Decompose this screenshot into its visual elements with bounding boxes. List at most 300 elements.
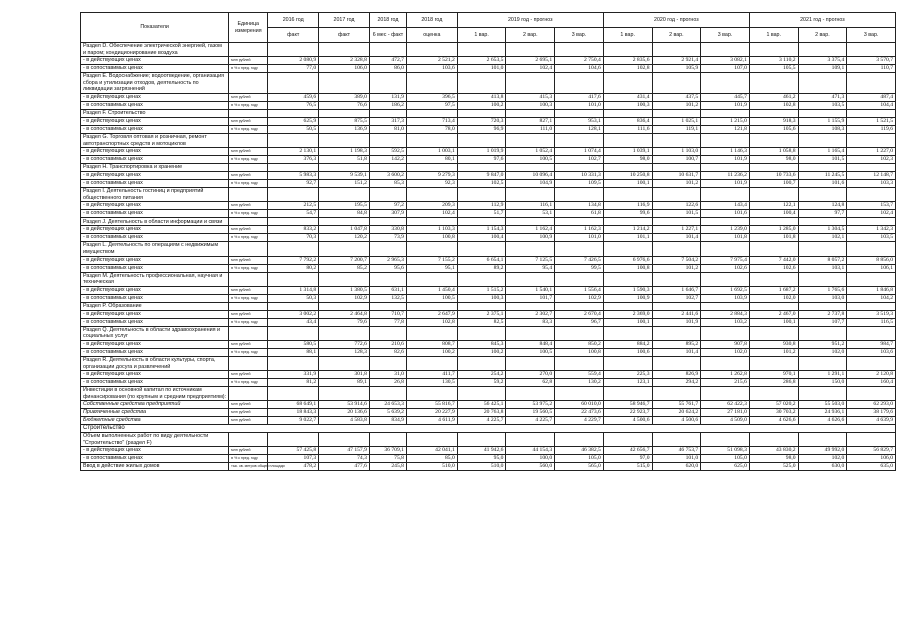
value-cell: 1 304,5 xyxy=(798,226,847,234)
value-cell: 101,9 xyxy=(701,101,750,109)
section-label: Раздел P. Образование xyxy=(81,302,229,310)
row-label: - в действующих ценах xyxy=(81,202,229,210)
value-cell: 101,6 xyxy=(798,180,847,188)
empty-cell xyxy=(506,272,555,286)
year-2018a-header: 2018 год xyxy=(369,13,406,28)
value-cell: 70,3 xyxy=(268,234,319,242)
value-cell: 76,5 xyxy=(268,101,319,109)
section-row xyxy=(81,433,896,447)
value-cell: 103,6 xyxy=(406,65,457,73)
value-cell: 9 022,7 xyxy=(268,417,319,425)
empty-cell xyxy=(652,433,701,447)
row-unit: млн рублей xyxy=(229,409,268,417)
empty-cell xyxy=(406,356,457,370)
value-cell: 27 181,0 xyxy=(701,409,750,417)
empty-cell xyxy=(406,73,457,94)
row-unit: млн рублей xyxy=(229,417,268,425)
empty-cell xyxy=(319,302,370,310)
section-label: Раздел R. Деятельность в области культуры, спорта, организации досуга и развлечений xyxy=(81,356,229,370)
value-cell: 415,3 xyxy=(506,93,555,101)
value-cell: 97,7 xyxy=(798,210,847,218)
value-cell: 1 058,8 xyxy=(749,148,798,156)
empty-cell xyxy=(268,43,319,57)
empty-cell xyxy=(652,73,701,94)
value-cell: 105,0 xyxy=(701,455,750,463)
empty-cell xyxy=(268,188,319,202)
row-unit: млн рублей xyxy=(229,202,268,210)
value-cell: 2 441,6 xyxy=(652,310,701,318)
value-cell: 102,9 xyxy=(555,294,604,302)
empty-cell xyxy=(457,109,506,117)
value-cell: 99,6 xyxy=(603,210,652,218)
value-cell: 55 761,7 xyxy=(652,401,701,409)
value-cell: 445,7 xyxy=(701,93,750,101)
value-cell: 9 847,0 xyxy=(457,172,506,180)
value-cell: 81,2 xyxy=(268,379,319,387)
value-cell: 102,8 xyxy=(603,65,652,73)
value-cell: 1 646,7 xyxy=(652,286,701,294)
empty-cell xyxy=(798,133,847,147)
value-cell: 10 096,4 xyxy=(506,172,555,180)
value-cell: 11 236,2 xyxy=(701,172,750,180)
value-cell: 1 155,9 xyxy=(798,117,847,125)
value-cell: 4 500,6 xyxy=(603,417,652,425)
empty-cell xyxy=(603,164,652,172)
empty-cell xyxy=(701,73,750,94)
value-cell: 2 884,3 xyxy=(701,310,750,318)
subheader-cell: 2 вар. xyxy=(652,28,701,43)
empty-cell xyxy=(268,218,319,226)
empty-cell xyxy=(652,218,701,226)
value-cell: 100,3 xyxy=(506,101,555,109)
empty-cell xyxy=(555,326,604,340)
indicator-header: Показатели xyxy=(81,13,229,43)
empty-cell xyxy=(847,326,896,340)
empty-cell xyxy=(406,272,457,286)
value-cell: 53 914,6 xyxy=(319,401,370,409)
value-cell: 101,9 xyxy=(701,180,750,188)
empty-cell xyxy=(603,133,652,147)
value-cell: 478,2 xyxy=(268,463,319,471)
row-unit: в % к пред. году xyxy=(229,264,268,272)
empty-cell xyxy=(652,133,701,147)
value-cell: 107,0 xyxy=(701,65,750,73)
value-cell: 100,4 xyxy=(457,234,506,242)
row-unit: млн рублей xyxy=(229,148,268,156)
value-cell: 4 500,6 xyxy=(652,417,701,425)
empty-cell xyxy=(229,188,268,202)
empty-cell xyxy=(457,133,506,147)
empty-cell xyxy=(319,433,370,447)
table-row xyxy=(81,401,896,409)
subheader-cell: 3 вар. xyxy=(555,28,604,43)
value-cell: 38 179,6 xyxy=(847,409,896,417)
value-cell: 100,0 xyxy=(506,455,555,463)
table-row xyxy=(81,210,896,218)
row-label: - в сопоставимых ценах xyxy=(81,264,229,272)
value-cell: 4 583,8 xyxy=(319,417,370,425)
value-cell: 122,1 xyxy=(749,202,798,210)
table-row xyxy=(81,65,896,73)
value-cell: 101,6 xyxy=(701,210,750,218)
row-label: - в сопоставимых ценах xyxy=(81,348,229,356)
empty-cell xyxy=(406,188,457,202)
table-row xyxy=(81,172,896,180)
value-cell: 46 382,5 xyxy=(555,447,604,455)
empty-cell xyxy=(798,73,847,94)
empty-cell xyxy=(798,109,847,117)
value-cell: 396,5 xyxy=(406,93,457,101)
value-cell: 907,8 xyxy=(701,340,750,348)
section-row xyxy=(81,73,896,94)
empty-cell xyxy=(701,272,750,286)
row-label: - в действующих ценах xyxy=(81,172,229,180)
value-cell: 101,5 xyxy=(798,156,847,164)
value-cell: 286,8 xyxy=(749,379,798,387)
empty-cell xyxy=(652,272,701,286)
value-cell: 116,1 xyxy=(506,202,555,210)
empty-cell xyxy=(229,73,268,94)
value-cell: 44 154,3 xyxy=(506,447,555,455)
section-label: Раздел I. Деятельность гостиниц и предприятий общественного питания xyxy=(81,188,229,202)
value-cell: 100,1 xyxy=(749,318,798,326)
value-cell: 130,5 xyxy=(406,379,457,387)
forecast-table xyxy=(80,12,896,471)
value-cell: 116,9 xyxy=(603,202,652,210)
table-row xyxy=(81,318,896,326)
row-label: - в сопоставимых ценах xyxy=(81,156,229,164)
value-cell: 100,5 xyxy=(506,156,555,164)
empty-cell xyxy=(603,326,652,340)
value-cell: 100,2 xyxy=(457,348,506,356)
empty-cell xyxy=(701,356,750,370)
value-cell: 101,2 xyxy=(652,264,701,272)
empty-cell xyxy=(369,433,406,447)
table-row xyxy=(81,101,896,109)
value-cell: 78,0 xyxy=(406,125,457,133)
empty-cell xyxy=(749,73,798,94)
value-cell: 848,4 xyxy=(506,340,555,348)
value-cell: 1 239,0 xyxy=(701,226,750,234)
empty-cell xyxy=(369,43,406,57)
value-cell: 101,0 xyxy=(652,455,701,463)
value-cell: 106,0 xyxy=(319,65,370,73)
table-row xyxy=(81,417,896,425)
empty-cell xyxy=(749,326,798,340)
value-cell: 75,8 xyxy=(369,455,406,463)
value-cell: 1 285,0 xyxy=(749,226,798,234)
value-cell: 104,9 xyxy=(506,180,555,188)
value-cell: 1 380,5 xyxy=(319,286,370,294)
value-cell: 102,0 xyxy=(798,455,847,463)
empty-cell xyxy=(229,302,268,310)
value-cell: 102,1 xyxy=(798,234,847,242)
value-cell: 86,0 xyxy=(369,65,406,73)
empty-cell xyxy=(749,218,798,226)
value-cell: 122,6 xyxy=(652,202,701,210)
value-cell: 100,5 xyxy=(506,348,555,356)
row-label: - в действующих ценах xyxy=(81,93,229,101)
row-label: - в сопоставимых ценах xyxy=(81,180,229,188)
value-cell: 102,8 xyxy=(749,101,798,109)
value-cell: 12 148,7 xyxy=(847,172,896,180)
value-cell: 630,0 xyxy=(798,463,847,471)
value-cell: 50,5 xyxy=(268,125,319,133)
value-cell: 1 687,2 xyxy=(749,286,798,294)
value-cell: 2 302,7 xyxy=(506,310,555,318)
empty-cell xyxy=(798,387,847,401)
empty-cell xyxy=(847,242,896,256)
value-cell: 209,3 xyxy=(406,202,457,210)
section-row xyxy=(81,164,896,172)
empty-cell xyxy=(555,43,604,57)
value-cell: 101,5 xyxy=(652,210,701,218)
empty-cell xyxy=(701,109,750,117)
value-cell: 3 082,1 xyxy=(701,57,750,65)
value-cell: 43,4 xyxy=(268,318,319,326)
value-cell: 294,2 xyxy=(652,379,701,387)
value-cell: 1 003,1 xyxy=(406,148,457,156)
row-unit: в % к пред. году xyxy=(229,318,268,326)
empty-cell xyxy=(268,356,319,370)
row-label: - в действующих ценах xyxy=(81,371,229,379)
empty-cell xyxy=(652,188,701,202)
empty-cell xyxy=(749,188,798,202)
value-cell: 212,5 xyxy=(268,202,319,210)
value-cell: 105,9 xyxy=(652,65,701,73)
section-label: Раздел Q. Деятельность в области здравоохранения и социальных услуг xyxy=(81,326,229,340)
value-cell: 81,0 xyxy=(369,125,406,133)
value-cell: 112,9 xyxy=(457,202,506,210)
value-cell: 1 162,3 xyxy=(555,226,604,234)
empty-cell xyxy=(369,188,406,202)
row-unit: в % к пред. году xyxy=(229,294,268,302)
empty-cell xyxy=(268,133,319,147)
value-cell: 101,2 xyxy=(652,101,701,109)
value-cell: 26,8 xyxy=(369,379,406,387)
value-cell: 2 521,2 xyxy=(406,57,457,65)
value-cell: 62 422,3 xyxy=(701,401,750,409)
value-cell: 4 611,9 xyxy=(406,417,457,425)
value-cell: 3 600,2 xyxy=(369,172,406,180)
value-cell: 96,9 xyxy=(457,125,506,133)
value-cell: 18 843,3 xyxy=(268,409,319,417)
empty-cell xyxy=(749,433,798,447)
empty-cell xyxy=(701,326,750,340)
value-cell: 107,7 xyxy=(798,318,847,326)
empty-cell xyxy=(749,272,798,286)
value-cell: 80,2 xyxy=(268,264,319,272)
value-cell: 88,1 xyxy=(268,348,319,356)
value-cell: 95,1 xyxy=(406,264,457,272)
empty-cell xyxy=(749,302,798,310)
value-cell: 389,0 xyxy=(319,93,370,101)
value-cell: 7 200,7 xyxy=(319,256,370,264)
value-cell: 2 375,1 xyxy=(457,310,506,318)
value-cell: 109,5 xyxy=(555,180,604,188)
empty-cell xyxy=(506,433,555,447)
empty-cell xyxy=(603,272,652,286)
section-label: Инвестиции в основной капитал по источникам финансирования (по крупным и средним предприятиям): xyxy=(81,387,229,401)
section-label: Раздел G. Торговля оптовая и розничная, ремонт автотранспортных средств и мотоциклов xyxy=(81,133,229,147)
empty-cell xyxy=(603,387,652,401)
empty-cell xyxy=(603,302,652,310)
value-cell: 102,0 xyxy=(701,348,750,356)
value-cell: 132,5 xyxy=(369,294,406,302)
empty-cell xyxy=(701,433,750,447)
row-unit: тыс. кв. метров общей площади xyxy=(229,463,268,471)
row-label: Привлеченные средства xyxy=(81,409,229,417)
empty-cell xyxy=(506,133,555,147)
value-cell: 4 639,9 xyxy=(847,417,896,425)
value-cell: 631,1 xyxy=(369,286,406,294)
value-cell: 120,2 xyxy=(319,234,370,242)
section-row xyxy=(81,109,896,117)
value-cell: 41 942,6 xyxy=(457,447,506,455)
table-row xyxy=(81,234,896,242)
value-cell: 100,5 xyxy=(406,294,457,302)
row-unit: в % к пред. году xyxy=(229,180,268,188)
subheader-cell: 6 мес - факт xyxy=(369,28,406,43)
section-row xyxy=(81,326,896,340)
value-cell: 116,5 xyxy=(847,318,896,326)
value-cell: 51 098,3 xyxy=(701,447,750,455)
empty-cell xyxy=(506,43,555,57)
value-cell: 51,7 xyxy=(457,210,506,218)
value-cell: 60 010,0 xyxy=(555,401,604,409)
value-cell: 7 426,5 xyxy=(555,256,604,264)
empty-cell xyxy=(457,218,506,226)
empty-cell xyxy=(369,272,406,286)
value-cell: 1 146,3 xyxy=(701,148,750,156)
value-cell: 83,3 xyxy=(506,318,555,326)
subheader-cell: 3 вар. xyxy=(847,28,896,43)
empty-cell xyxy=(652,43,701,57)
value-cell: 2 080,9 xyxy=(268,57,319,65)
value-cell: 103,3 xyxy=(847,180,896,188)
table-row xyxy=(81,148,896,156)
value-cell: 592,5 xyxy=(369,148,406,156)
section-label: Раздел M. Деятельность профессиональная, научная и техническая xyxy=(81,272,229,286)
row-label: Бюджетные средства xyxy=(81,417,229,425)
value-cell: 625,9 xyxy=(268,117,319,125)
value-cell: 98,0 xyxy=(749,455,798,463)
empty-cell xyxy=(603,433,652,447)
value-cell: 2 653,5 xyxy=(457,57,506,65)
value-cell: 9 279,3 xyxy=(406,172,457,180)
empty-cell xyxy=(319,272,370,286)
value-cell: 85,2 xyxy=(319,264,370,272)
empty-cell xyxy=(229,272,268,286)
empty-cell xyxy=(319,164,370,172)
empty-cell xyxy=(268,302,319,310)
value-cell: 79,6 xyxy=(319,318,370,326)
empty-cell xyxy=(798,326,847,340)
empty-cell xyxy=(457,242,506,256)
value-cell: 84,8 xyxy=(319,210,370,218)
value-cell: 1 515,2 xyxy=(457,286,506,294)
value-cell: 108,3 xyxy=(798,125,847,133)
empty-cell xyxy=(506,326,555,340)
empty-cell xyxy=(749,242,798,256)
empty-cell xyxy=(506,242,555,256)
value-cell: 2 328,8 xyxy=(319,57,370,65)
value-cell: 102,7 xyxy=(652,294,701,302)
value-cell: 20 136,6 xyxy=(319,409,370,417)
value-cell: 2 965,3 xyxy=(369,256,406,264)
empty-cell xyxy=(229,218,268,226)
value-cell: 376,3 xyxy=(268,156,319,164)
year-2017-header: 2017 год xyxy=(319,13,370,28)
subheader-cell: 3 вар. xyxy=(701,28,750,43)
value-cell: 3 002,2 xyxy=(268,310,319,318)
value-cell: 136,9 xyxy=(319,125,370,133)
value-cell: 53,1 xyxy=(506,210,555,218)
empty-cell xyxy=(506,356,555,370)
table-row xyxy=(81,286,896,294)
value-cell: 3 375,4 xyxy=(798,57,847,65)
value-cell: 103,9 xyxy=(701,294,750,302)
section-label: Раздел J. Деятельность в области информации и связи xyxy=(81,218,229,226)
value-cell: 431,4 xyxy=(603,93,652,101)
value-cell: 24 653,3 xyxy=(369,401,406,409)
row-label: - в действующих ценах xyxy=(81,148,229,156)
value-cell: 4 225,7 xyxy=(506,417,555,425)
value-cell: 42 041,1 xyxy=(406,447,457,455)
empty-cell xyxy=(369,242,406,256)
subheader-cell: 1 вар. xyxy=(603,28,652,43)
empty-cell xyxy=(798,242,847,256)
empty-cell xyxy=(847,188,896,202)
section-label: Раздел F. Строительство xyxy=(81,109,229,117)
empty-cell xyxy=(555,356,604,370)
value-cell: 1 165,4 xyxy=(798,148,847,156)
value-cell: 101,2 xyxy=(652,180,701,188)
row-unit: млн рублей xyxy=(229,256,268,264)
empty-cell xyxy=(319,73,370,94)
value-cell: 580,5 xyxy=(268,340,319,348)
value-cell: 411,7 xyxy=(406,371,457,379)
row-label: - в сопоставимых ценах xyxy=(81,65,229,73)
empty-cell xyxy=(847,218,896,226)
empty-cell xyxy=(406,387,457,401)
value-cell: 1 198,3 xyxy=(319,148,370,156)
empty-cell xyxy=(406,43,457,57)
row-label: - в действующих ценах xyxy=(81,286,229,294)
value-cell: 109,1 xyxy=(798,65,847,73)
value-cell: 101,0 xyxy=(555,234,604,242)
empty-cell xyxy=(555,218,604,226)
value-cell: 1 162,4 xyxy=(506,226,555,234)
table-row xyxy=(81,93,896,101)
value-cell: 51,8 xyxy=(319,156,370,164)
value-cell: 875,5 xyxy=(319,117,370,125)
value-cell: 89,1 xyxy=(319,379,370,387)
section-row xyxy=(81,188,896,202)
value-cell: 131,9 xyxy=(369,93,406,101)
value-cell: 1 154,3 xyxy=(457,226,506,234)
value-cell: 11 245,5 xyxy=(798,172,847,180)
row-unit: млн рублей xyxy=(229,286,268,294)
value-cell: 2 369,0 xyxy=(603,310,652,318)
value-cell: 128,3 xyxy=(319,348,370,356)
value-cell: 1 074,4 xyxy=(555,148,604,156)
value-cell: 1 692,5 xyxy=(701,286,750,294)
value-cell: 1 227,1 xyxy=(652,226,701,234)
value-cell: 6 976,6 xyxy=(603,256,652,264)
value-cell: 128,1 xyxy=(555,125,604,133)
empty-cell xyxy=(268,242,319,256)
